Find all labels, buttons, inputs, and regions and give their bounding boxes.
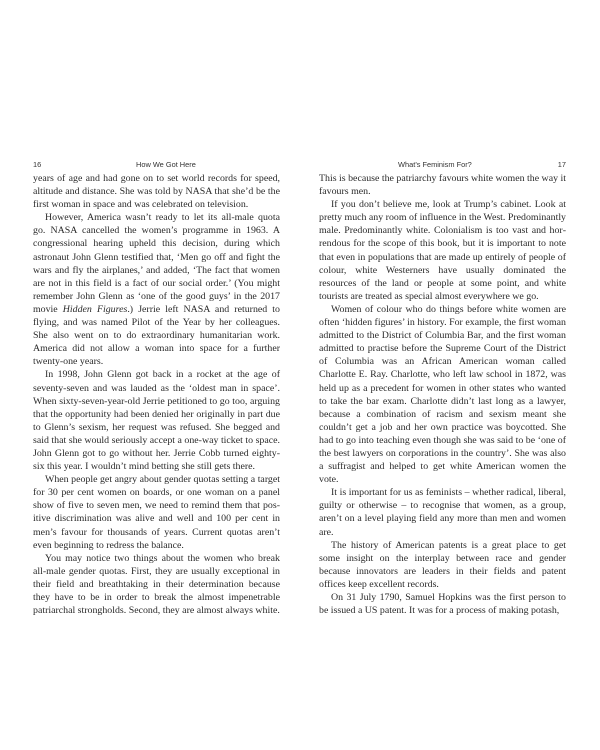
right-page-body [319, 172, 566, 617]
paragraph: On 31 July 1790, Samuel Hopkins was the first person to be issued a US patent. It was for a process of making potash, [319, 592, 566, 617]
left-running-head [33, 160, 280, 171]
paragraph: If you don’t believe me, look at Trump’s cabinet. Look at pretty much any room of influence in the West. Predominantly male. Predominantly white. Colonialism is too vast and horrendous for the scope of this book, but it is important to note that even in populations that are made up entirely of people of colour, white Westerners have usually dominated the resources of the land or people at some point, and white tourists are treated as special almost everywhere we go. [319, 199, 566, 302]
paragraph: However, America wasn’t ready to let its all-male quota go. NASA cancelled the women’s programme in 1963. A congressional hearing upheld this decision, during which astronaut John Glenn testified that, ‘Men go off and fight the wars and fly the airplanes,’ and added, ‘The fact that women are not in this field is a fact of our social order.’ (You might remember John Glenn as ‘one of the good guys’ in the 2017 movie Hidden Figures.) Jerrie left NASA and returned to flying, and was named Pilot of the Year by her colleagues. She also went on to do extraordinary humanitarian work. America did not allow a woman into space for a further twenty-one years. [33, 212, 280, 368]
paragraph: In 1998, John Glenn got back in a rocket at the age of seventy-seven and was lauded as the ‘oldest man in space’. When sixty-seven-year-old Jerrie petitioned to go too, arguing that the opportunity had been denied her originally in part due to Glenn’s sexism, her request was refused. She begged and said that she would seriously accept a one-way ticket to space. John Glenn got to go without her. Jerrie Cobb turned eighty-six this year. I wouldn’t mind betting she still gets there. [33, 369, 280, 473]
right-running-title: What’s Feminism For? [398, 160, 472, 169]
italic-title: Hidden Figures [62, 303, 128, 315]
left-page [33, 160, 280, 617]
paragraph: Women of colour who do things before white women are often ‘hidden figures’ in history. For example, the first woman admitted to the District of Columbia Bar, and the first woman admitted to practise before the Supreme Court of the District of Columbia was an African American woman called Charlotte E. Ray. Charlotte, who left law school in 1872, was held up as a precedent for women in other states who wanted to take the bar exam. Charlotte didn’t last long as a lawyer, because a combination of racism and sexism meant she couldn’t get a job and her own practice was boycotted. She had to go into teaching even though she was said to be ‘one of the best lawyers on corporations in the country’. She was also a suffragist and helped to get white American women the vote. [319, 303, 566, 486]
left-page-body [33, 172, 280, 617]
right-running-head [319, 160, 566, 171]
right-page-number: 17 [557, 160, 566, 169]
left-running-title: How We Got Here [136, 160, 196, 169]
paragraph: It is important for us as feminists – whether radical, liberal, guilty or otherwise – to recognise that women, as a group, aren’t on a level playing field any more than men and women are. [319, 487, 566, 538]
paragraph: You may notice two things about the women who break all-male gender quotas. First, they are usually exceptional in their field and breathtaking in their determination because they have to be in order to break the almost impenetrable patriarchal strongholds. Second, they are almost always white. [33, 552, 280, 617]
paragraph: The history of American patents is a great place to get some insight on the interplay between race and gender because innovators are leaders in their fields and patent offices keep excellent records. [319, 539, 566, 590]
right-page [319, 160, 566, 617]
paragraph: years of age and had gone on to set world records for speed, altitude and distance. She was told by NASA that she’d be the first woman in space and was celebrated on television. [33, 173, 280, 211]
paragraph: This is because the patriarchy favours white women the way it favours men. [319, 173, 566, 198]
left-page-number: 16 [33, 160, 42, 169]
paragraph: When people get angry about gender quotas setting a target for 30 per cent women on boards, or one woman on a panel show of five to seven men, we need to remind them that positive discrimination was alive and well and 100 per cent in men’s favour for thousands of years. Current quotas aren’t even beginning to redress the balance. [33, 474, 280, 551]
